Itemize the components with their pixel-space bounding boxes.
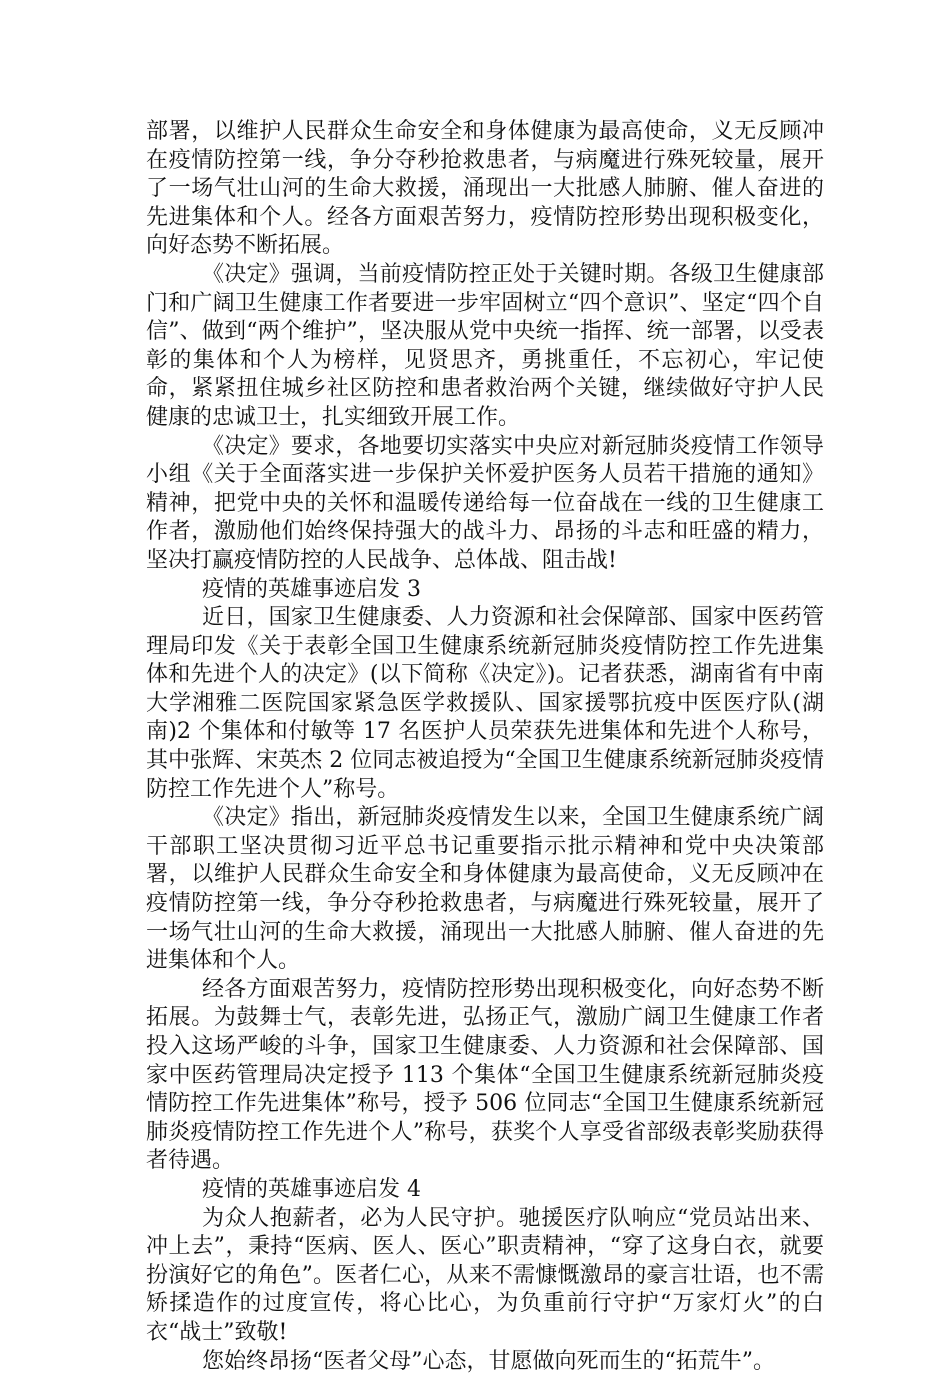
section-heading-3: 疫情的英雄事迹启发 3 bbox=[202, 576, 421, 602]
section-heading-4: 疫情的英雄事迹启发 4 bbox=[202, 1176, 421, 1202]
paragraph-3: 《决定》要求，各地要切实落实中央应对新冠肺炎疫情工作领导小组《关于全面落实进一步保护关怀爱护医务人员若干措施的通知》精神，把党中央的关怀和温暖传递给每一位奋战在一线的卫生健康工作者，激励他们始终保持强大的战斗力、昂扬的斗志和旺盛的精力，坚决打赢疫情防控的人民战争、总体战、阻击战! bbox=[146, 433, 824, 573]
document-page bbox=[146, 118, 824, 1376]
paragraph-7: 为众人抱薪者，必为人民守护。驰援医疗队响应“党员站出来、冲上去”，秉持“医病、医人、医心”职责精神，“穿了这身白衣，就要扮演好它的角色”。医者仁心，从来不需慷慨激昂的豪言壮语，也不需矫揉造作的过度宣传，将心比心，为负重前行守护“万家灯火”的白衣“战士”致敬! bbox=[146, 1205, 824, 1345]
paragraph-8: 您始终昂扬“医者父母”心态，甘愿做向死而生的“拓荒牛”。 bbox=[202, 1348, 775, 1374]
paragraph-4: 近日，国家卫生健康委、人力资源和社会保障部、国家中医药管理局印发《关于表彰全国卫生健康系统新冠肺炎疫情防控工作先进集体和先进个人的决定》(以下简称《决定》)。记者获悉，湖南省有中南大学湘雅二医院国家紧急医学救援队、国家援鄂抗疫中医医疗队(湖南)2 个集体和付敏等 17 名医护人员荣获先进集体和先进个人称号，其中张辉、宋英杰 2 位同志被追授为“全国卫生健康系统新冠肺炎疫情防控工作先进个人”称号。 bbox=[146, 605, 824, 802]
paragraph-2: 《决定》强调，当前疫情防控正处于关键时期。各级卫生健康部门和广阔卫生健康工作者要进一步牢固树立“四个意识”、坚定“四个自信”、做到“两个维护”，坚决服从党中央统一指挥、统一部署，以受表彰的集体和个人为榜样，见贤思齐，勇挑重任，不忘初心，牢记使命，紧紧扭住城乡社区防控和患者救治两个关键，继续做好守护人民健康的忠诚卫士，扎实细致开展工作。 bbox=[146, 261, 824, 430]
paragraph-6: 经各方面艰苦努力，疫情防控形势出现积极变化，向好态势不断拓展。为鼓舞士气，表彰先进，弘扬正气，激励广阔卫生健康工作者投入这场严峻的斗争，国家卫生健康委、人力资源和社会保障部、国家中医药管理局决定授予 113 个集体“全国卫生健康系统新冠肺炎疫情防控工作先进集体”称号，授予 506 位同志“全国卫生健康系统新冠肺炎疫情防控工作先进个人”称号，获奖个人享受省部级表彰奖励获得者待遇。 bbox=[146, 976, 824, 1174]
paragraph-1: 部署，以维护人民群众生命安全和身体健康为最高使命，义无反顾冲在疫情防控第一线，争分夺秒抢救患者，与病魔进行殊死较量，展开了一场气壮山河的生命大救援，涌现出一大批感人肺腑、催人奋进的先进集体和个人。经各方面艰苦努力，疫情防控形势出现积极变化，向好态势不断拓展。 bbox=[146, 119, 824, 259]
paragraph-5: 《决定》指出，新冠肺炎疫情发生以来，全国卫生健康系统广阔干部职工坚决贯彻习近平总书记重要指示批示精神和党中央决策部署，以维护人民群众生命安全和身体健康为最高使命，义无反顾冲在疫情防控第一线，争分夺秒抢救患者，与病魔进行殊死较量，展开了一场气壮山河的生命大救援，涌现出一大批感人肺腑、催人奋进的先进集体和个人。 bbox=[146, 805, 824, 974]
